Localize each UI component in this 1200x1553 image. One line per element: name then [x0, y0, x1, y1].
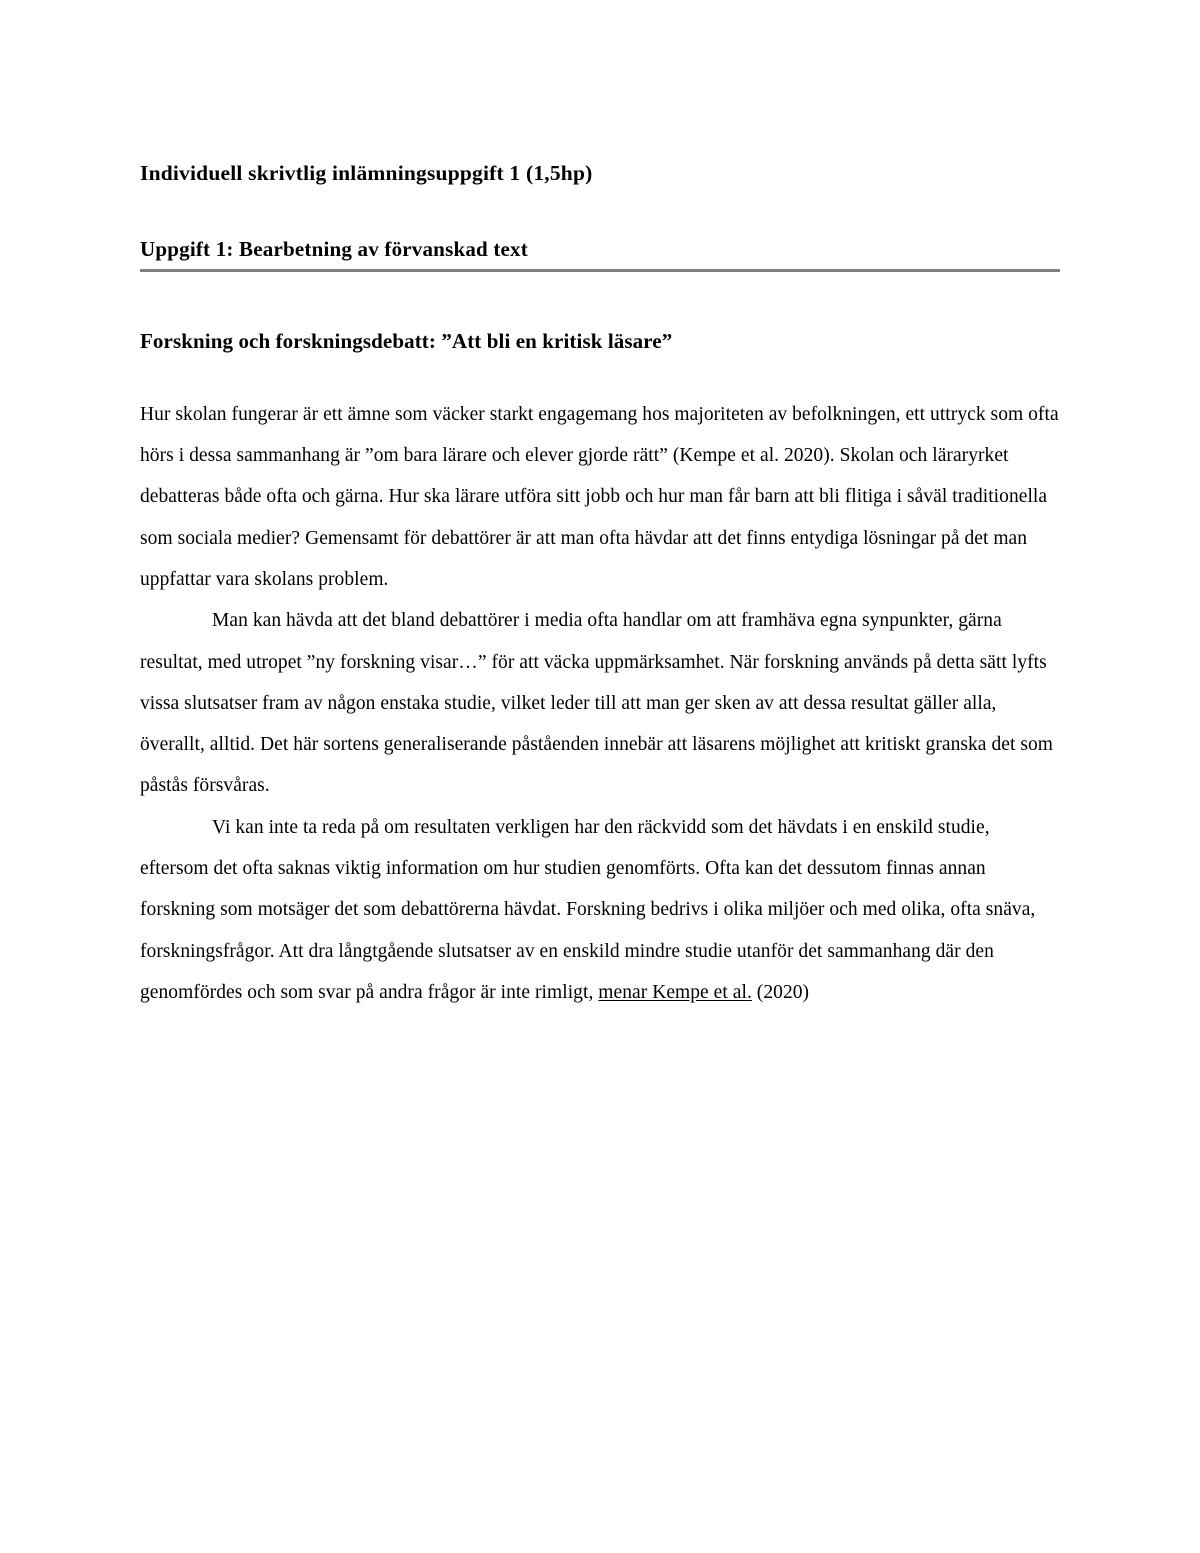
paragraph-1: Hur skolan fungerar är ett ämne som väcker starkt engagemang hos majoriteten av befolkningen, ett uttryck som ofta hörs i dessa sammanhang är ”om bara lärare och elever gjorde rätt” (Kempe et al. 2020). Skolan och läraryrket debatteras både ofta och gärna. Hur ska lärare utföra sitt jobb och hur man får barn att bli flitiga i såväl traditionella som sociala medier? Gemensamt för debattörer är att man ofta hävdar att det finns entydiga lösningar på det man uppfattar vara skolans problem.	[140, 403, 1059, 590]
section-heading-block	[140, 236, 1060, 272]
section-heading: Uppgift 1: Bearbetning av förvanskad text	[140, 236, 528, 261]
paragraph-3	[140, 807, 1060, 1014]
heading-divider	[140, 269, 1060, 272]
paragraph-3-text-after: (2020)	[751, 982, 810, 1004]
paragraph-2: Man kan hävda att det bland debattörer i media ofta handlar om att framhäva egna synpunkter, gärna resultat, med utropet ”ny forskning visar…” för att väcka uppmärksamhet. När forskning används på detta sätt lyfts vissa slutsatser fram av någon enstaka studie, vilket leder till att man ger sken av att dessa resultat gäller alla, överallt, alltid. Det här sortens generaliserande påståenden innebär att läsarens möjlighet att kritiskt granska det som påstås försvåras.	[140, 610, 1053, 797]
page-title: Individuell skrivtlig inlämningsuppgift 1 (1,5hp)	[140, 161, 593, 185]
paragraph-3-text-before: Vi kan inte ta reda på om resultaten verkligen har den räckvidd som det hävdats i en enskild studie, eftersom det ofta saknas viktig information om hur studien genomförts. Ofta kan det dessutom finnas annan forskning som motsäger det som debattörerna hävdat. Forskning bedrivs i olika miljöer och med olika, ofta snäva, forskningsfrågor. Att dra långtgående slutsatser av en enskild mindre studie utanför det sammanhang där den genomfördes och som svar på andra frågor är inte rimligt,	[140, 816, 1036, 1004]
sub-heading: Forskning och forskningsdebatt: ”Att bli en kritisk läsare”	[140, 329, 673, 354]
paragraph-3-citation-underlined: menar Kempe et al.	[598, 982, 752, 1004]
